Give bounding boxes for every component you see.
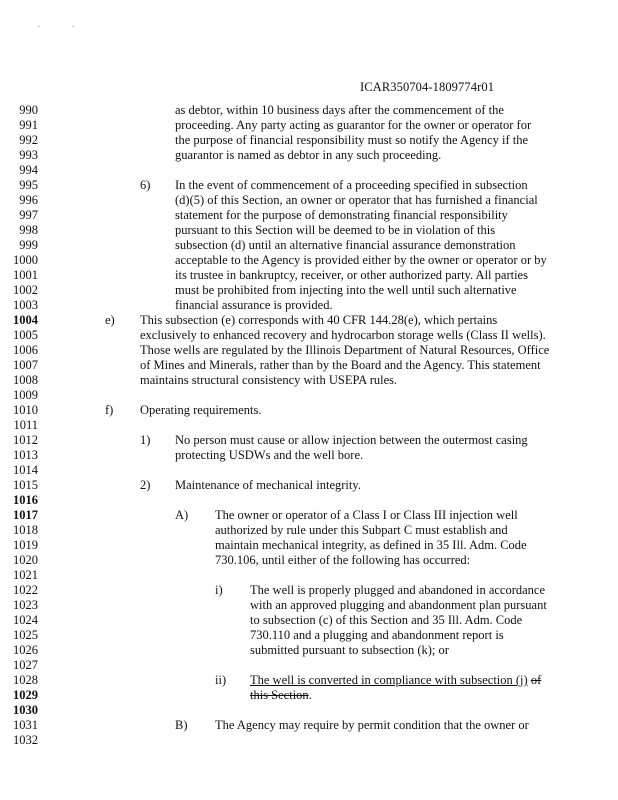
line-number: 992	[19, 133, 38, 147]
item-label: A)	[175, 508, 189, 522]
line-number: 995	[19, 178, 38, 192]
text-line: financial assurance is provided.	[175, 298, 333, 312]
text-line: The owner or operator of a Class I or Class III injection well	[215, 508, 518, 522]
line-number: 1015	[13, 478, 38, 492]
line-number: 1011	[13, 418, 38, 432]
line-number: 1023	[13, 598, 38, 612]
text-line: This subsection (e) corresponds with 40 CFR 144.28(e), which pertains	[140, 313, 498, 327]
text-line: (d)(5) of this Section, an owner or operator that has furnished a financial	[175, 193, 538, 207]
line-number: 1004	[13, 313, 38, 327]
text-line: 730.110 and a plugging and abandonment report is	[250, 628, 504, 642]
text-line: its trustee in bankruptcy, receiver, or other authorized party. All parties	[175, 268, 528, 282]
text-line: subsection (d) until an alternative financial assurance demonstration	[175, 238, 516, 252]
text-line: the purpose of financial responsibility must so notify the Agency if the	[175, 133, 529, 147]
line-number: 1017	[13, 508, 38, 522]
text-line: statement for the purpose of demonstrating financial responsibility	[175, 208, 508, 222]
text-line: proceeding. Any party acting as guarantor for the owner or operator for	[175, 118, 532, 132]
text-line: In the event of commencement of a proceeding specified in subsection	[175, 178, 528, 192]
corner-mark: .	[38, 20, 40, 29]
line-number: 1030	[13, 703, 38, 717]
line-number: 998	[19, 223, 38, 237]
text-line: with an approved plugging and abandonment plan pursuant	[250, 598, 547, 612]
line-number: 991	[19, 118, 38, 132]
line-number: 1028	[13, 673, 38, 687]
line-number: 994	[19, 163, 38, 177]
line-number: 1013	[13, 448, 38, 462]
line-number: 1012	[13, 433, 38, 447]
text-line: guarantor is named as debtor in any such proceeding.	[175, 148, 442, 162]
text-line: submitted pursuant to subsection (k); or	[250, 643, 449, 657]
line-number: 1003	[13, 298, 38, 312]
item-label: i)	[215, 583, 223, 597]
line-number: 1021	[13, 568, 38, 582]
corner-mark: .	[72, 20, 74, 29]
text-line: authorized by rule under this Subpart C must establish and	[215, 523, 508, 537]
line-number: 1019	[13, 538, 38, 552]
struck-text: this Section	[250, 688, 309, 702]
text-line: maintain mechanical integrity, as defined in 35 Ill. Adm. Code	[215, 538, 527, 552]
text-line: acceptable to the Agency is provided either by the owner or operator or by	[175, 253, 547, 267]
text-line: 730.106, until either of the following has occurred:	[215, 553, 471, 567]
line-number: 1006	[13, 343, 38, 357]
line-number: 1031	[13, 718, 38, 732]
line-number: 1002	[13, 283, 38, 297]
text-line: No person must cause or allow injection between the outermost casing	[175, 433, 528, 447]
struck-text: of	[530, 673, 542, 687]
text-line: The Agency may require by permit condition that the owner or	[215, 718, 529, 732]
line-number: 999	[19, 238, 38, 252]
line-number: 1005	[13, 328, 38, 342]
document-id: ICAR350704-1809774r01	[360, 80, 495, 94]
text-line: Operating requirements.	[140, 403, 262, 417]
item-label: f)	[105, 403, 114, 417]
line-number: 993	[19, 148, 38, 162]
line-number: 1001	[13, 268, 38, 282]
item-label: e)	[105, 313, 115, 327]
line-number: 1010	[13, 403, 38, 417]
line-number: 1000	[13, 253, 38, 267]
line-number: 990	[19, 103, 38, 117]
text-line: The well is properly plugged and abandoned in accordance	[250, 583, 546, 597]
line-number: 1014	[13, 463, 38, 477]
line-number: 1022	[13, 583, 38, 597]
line-number: 1016	[13, 493, 38, 507]
text-line: maintains structural consistency with USEPA rules.	[140, 373, 398, 387]
inserted-text: The well is converted in compliance with subsection (j)	[250, 673, 528, 687]
item-label: 6)	[140, 178, 151, 192]
line-number: 1008	[13, 373, 38, 387]
line-number: 1026	[13, 643, 38, 657]
line-number: 1024	[13, 613, 38, 627]
line-number: 997	[19, 208, 38, 222]
text-line: Those wells are regulated by the Illinois Department of Natural Resources, Office	[140, 343, 550, 357]
item-label: B)	[175, 718, 188, 732]
line-number: 1029	[13, 688, 38, 702]
text-line: must be prohibited from injecting into the well until such alternative	[175, 283, 517, 297]
text-line: to subsection (c) of this Section and 35 Ill. Adm. Code	[250, 613, 523, 627]
item-label: 2)	[140, 478, 151, 492]
line-number: 1007	[13, 358, 38, 372]
line-number: 1009	[13, 388, 38, 402]
text-line: protecting USDWs and the well bore.	[175, 448, 364, 462]
line-number: 1025	[13, 628, 38, 642]
text-line: exclusively to enhanced recovery and hydrocarbon storage wells (Class II wells).	[140, 328, 546, 342]
line-number: 996	[19, 193, 38, 207]
item-label: 1)	[140, 433, 151, 447]
text-line: as debtor, within 10 business days after the commencement of the	[175, 103, 504, 117]
text-line: pursuant to this Section will be deemed to be in violation of this	[175, 223, 496, 237]
text-line: Maintenance of mechanical integrity.	[175, 478, 361, 492]
text-line	[250, 673, 541, 688]
item-label: ii)	[215, 673, 227, 687]
text-line: of Mines and Minerals, rather than by the Board and the Agency. This statement	[140, 358, 541, 372]
line-number: 1020	[13, 553, 38, 567]
line-number: 1027	[13, 658, 38, 672]
punctuation: .	[308, 688, 312, 702]
text-line	[250, 688, 312, 703]
line-number: 1032	[13, 733, 38, 747]
line-number: 1018	[13, 523, 38, 537]
